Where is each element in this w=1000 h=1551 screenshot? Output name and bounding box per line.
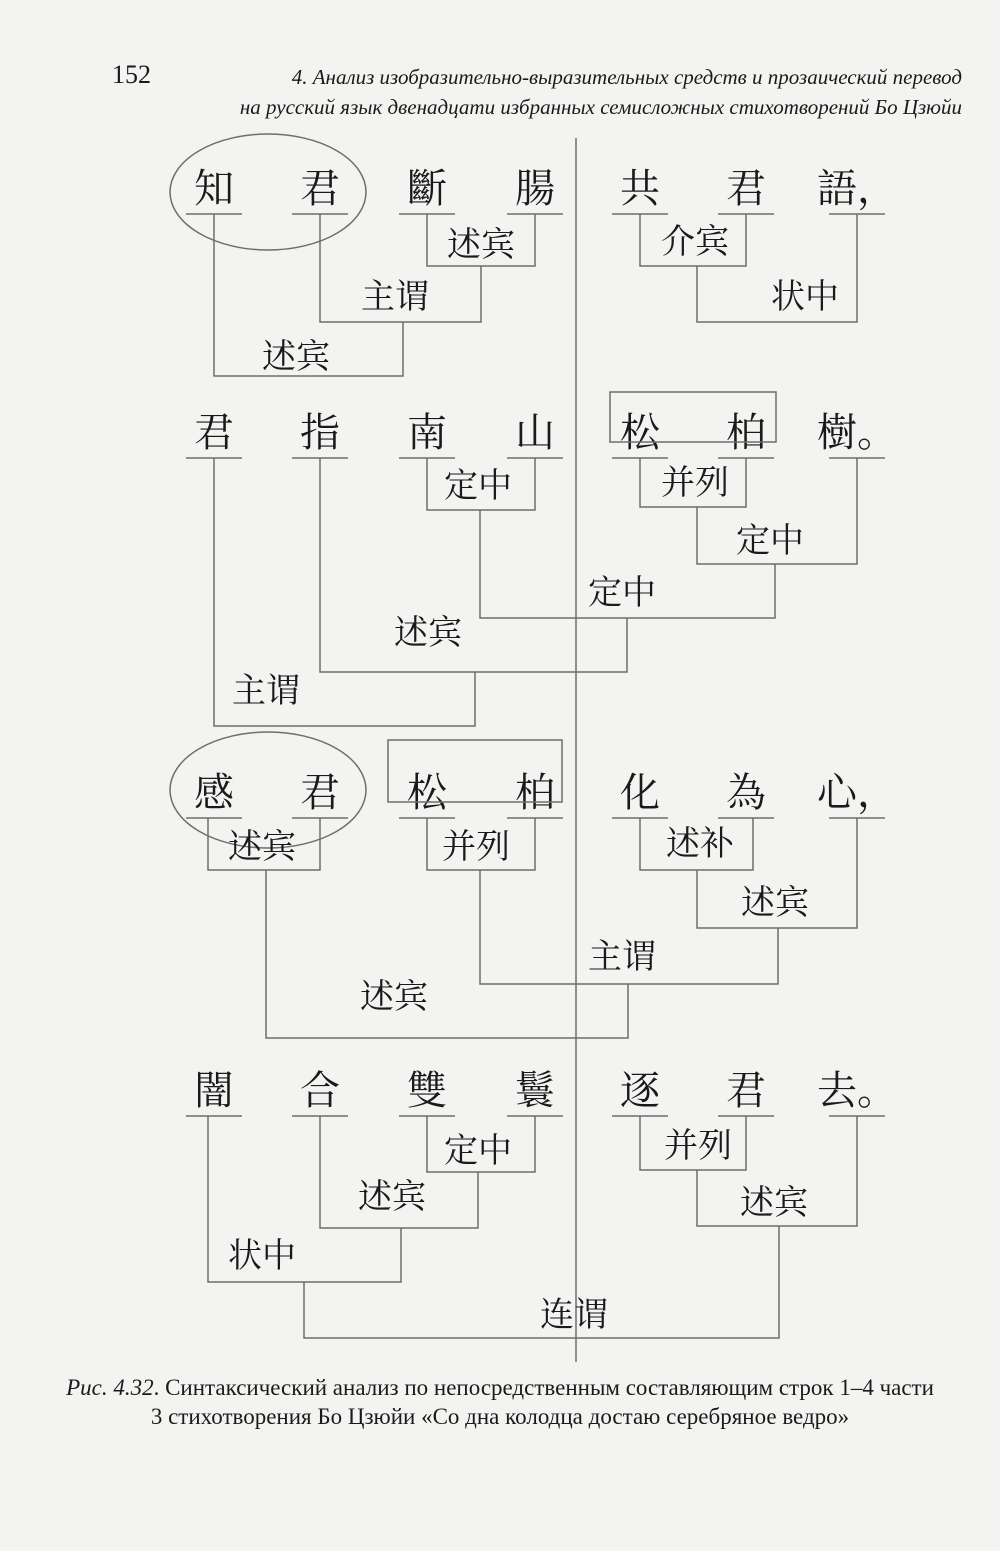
relation-label: 并列	[442, 827, 510, 867]
poem-char: 闇	[194, 1068, 234, 1114]
relation-label: 定中	[444, 466, 512, 506]
caption-label: Рис. 4.32	[66, 1375, 154, 1400]
poem-char: 君	[300, 166, 340, 212]
relation-label: 主谓	[588, 937, 656, 977]
poem-char: 心，	[817, 770, 897, 816]
relation-label: 并列	[661, 463, 729, 503]
relation-label: 状中	[771, 277, 839, 317]
relation-label: 定中	[588, 573, 656, 613]
relation-label: 介宾	[661, 222, 729, 262]
poem-char: 合	[300, 1068, 340, 1114]
bracket-l3-shubin	[266, 870, 628, 1038]
poem-char: 柏	[515, 770, 555, 816]
relation-label: 定中	[444, 1131, 512, 1171]
poem-char: 雙	[407, 1068, 447, 1114]
poem-char: 指	[300, 410, 340, 456]
relation-label: 定中	[736, 521, 804, 561]
poem-char: 山	[515, 410, 555, 456]
relation-label: 述宾	[262, 337, 330, 377]
relation-label: 主谓	[232, 671, 300, 711]
caption-text: . Синтаксический анализ по непосредственным составляющим строк 1–4 части 3 стихотворения Бо Цзюйи «Со дна колодца достаю серебряное ведро»	[150, 1375, 934, 1429]
relation-label: 连谓	[540, 1295, 608, 1335]
relation-label: 述宾	[447, 225, 515, 265]
poem-char: 樹。	[817, 410, 897, 456]
poem-char: 共	[620, 166, 660, 212]
relation-label: 述宾	[741, 883, 809, 923]
page-number: 152	[112, 60, 151, 89]
poem-char: 松	[407, 770, 447, 816]
running-head-line-1: 4. Анализ изобразительно-выразительных средств и прозаический перевод	[291, 65, 962, 89]
relation-label: 述宾	[228, 827, 296, 867]
poem-char: 鬟	[515, 1068, 555, 1114]
poem-char: 君	[726, 1068, 766, 1114]
figure-caption	[60, 1373, 940, 1431]
poem-char: 南	[407, 410, 447, 456]
relation-label: 状中	[228, 1236, 296, 1276]
poem-char: 君	[300, 770, 340, 816]
running-head-line-2: на русский язык двенадцати избранных семисложных стихотворений Бо Цзюйи	[239, 95, 962, 119]
poem-char: 化	[620, 770, 660, 816]
poem-char: 知	[194, 166, 234, 212]
poem-char: 斷	[407, 166, 447, 212]
relation-label: 述补	[666, 824, 734, 864]
poem-char: 柏	[726, 410, 766, 456]
poem-char: 腸	[515, 166, 555, 212]
poem-char: 松	[620, 410, 660, 456]
poem-char: 君	[726, 166, 766, 212]
poem-char: 君	[194, 410, 234, 456]
relation-label: 主谓	[361, 277, 429, 317]
relation-label: 述宾	[740, 1183, 808, 1223]
relation-label: 述宾	[360, 977, 428, 1017]
poem-char: 感	[194, 770, 234, 816]
poem-char: 去。	[817, 1068, 897, 1114]
poem-char: 語，	[817, 166, 897, 212]
relation-label: 并列	[664, 1126, 732, 1166]
relation-label: 述宾	[358, 1177, 426, 1217]
poem-char: 為	[726, 770, 766, 816]
relation-label: 述宾	[394, 613, 462, 653]
poem-char: 逐	[620, 1068, 660, 1114]
